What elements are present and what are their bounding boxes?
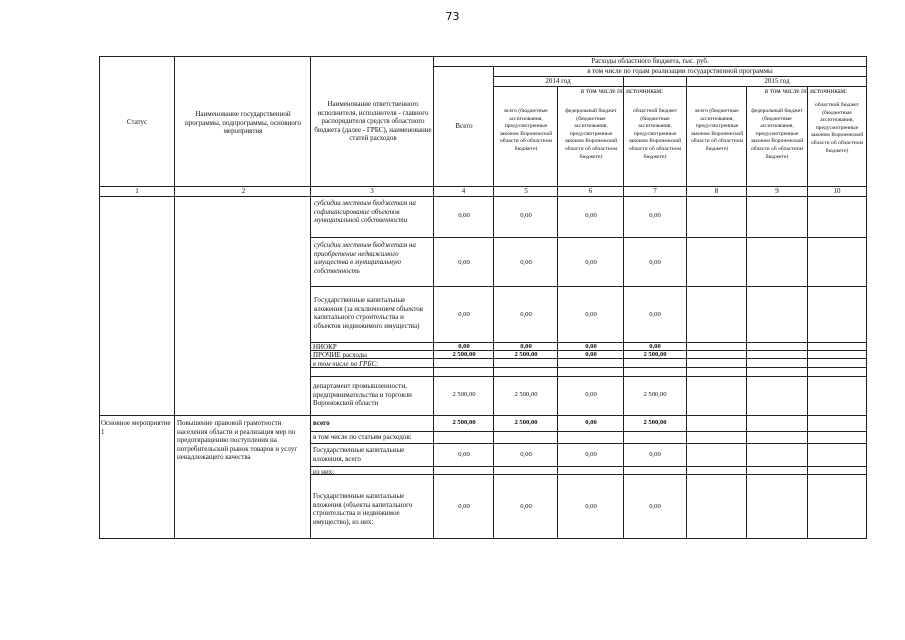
rule [99, 196, 867, 197]
rule [99, 56, 433, 57]
cell-2014-regional: 0,00 [649, 343, 661, 350]
rule [686, 76, 687, 539]
header-by-sources-2015: в том числе по источникам: [764, 87, 848, 95]
row-label: в том числе по ГРБС: [313, 360, 379, 368]
row-label: всего [313, 419, 330, 427]
cell-total: 2 500,00 [452, 391, 476, 398]
rule [807, 86, 808, 539]
cell-2014-federal: 0,00 [585, 451, 597, 458]
rule [310, 466, 867, 467]
row-label: Государственные капитальные вложения (за исключением объектов капитального строительства и объектов недвижимого имущества) [314, 296, 424, 330]
cell-2014-regional: 2 500,00 [643, 391, 667, 398]
header-col5: всего (бюджетные ассигнования, предусмотренные законом Воронежской области об областном бюджете) [499, 108, 553, 152]
col-number: 9 [775, 187, 779, 195]
cell-2014-total: 0,00 [520, 451, 532, 458]
header-expenses-title: Расходы областного бюджета, тыс. руб. [591, 57, 709, 65]
row-label: субсидии местным бюджетам на приобретение недвижимого имущества в муниципальную собственность [314, 241, 416, 275]
cell-2014-total: 0,00 [520, 259, 532, 266]
rule [99, 538, 867, 539]
rule [310, 431, 867, 432]
row-label: из них: [313, 468, 335, 476]
cell-2014-total: 2 500,00 [514, 419, 538, 426]
header-col8: всего (бюджетные ассигнования, предусмотренные законом Воронежской области об областном бюджете) [690, 108, 744, 152]
rule [99, 415, 867, 416]
cell-total: 0,00 [458, 503, 470, 510]
row-label: субсидии местным бюджетам на софинансирование объектов муниципальной собственности [314, 199, 416, 225]
cell-2014-regional: 0,00 [649, 212, 661, 219]
cell-2014-federal: 0,00 [585, 343, 597, 350]
col-number: 8 [714, 187, 719, 195]
row-label: Государственные капитальные вложения, всего [313, 446, 405, 463]
measure-status: Основное мероприятие 1 [101, 419, 171, 436]
cell-2014-federal: 0,00 [585, 259, 597, 266]
cell-total: 0,00 [458, 311, 470, 318]
cell-2014-total: 0,00 [520, 212, 532, 219]
header-program-name: Наименование государственной программы, подпрограммы, основного мероприятия [185, 110, 301, 136]
rule [310, 443, 867, 444]
cell-2014-federal: 0,00 [585, 212, 597, 219]
rule [493, 66, 494, 539]
cell-total: 0,00 [458, 451, 470, 458]
cell-2014-regional: 0,00 [649, 451, 661, 458]
rule [433, 56, 434, 539]
header-total: Всего [455, 122, 473, 130]
col-number: 6 [588, 187, 593, 195]
header-col9: федеральный бюджет (бюджетные ассигнования, предусмотренные законом Воронежской области об областном бюджете) [750, 108, 804, 160]
cell-2014-federal: 0,00 [585, 391, 597, 398]
header-year-2014: 2014 год [545, 77, 571, 85]
rule [623, 76, 624, 539]
cell-2014-regional: 2 500,00 [643, 351, 667, 358]
cell-total: 0,00 [458, 212, 470, 219]
rule [310, 376, 867, 377]
rule [174, 56, 175, 539]
header-status: Статус [126, 118, 148, 126]
header-by-years: в том числе по годам реализации государственной программы [587, 67, 773, 75]
header-executor: Наименование ответственного исполнителя, исполнителя - главного распорядителя средств областного бюджета (далее - ГРБС), наименование статей расходов [314, 100, 432, 143]
col-number: 5 [524, 187, 528, 195]
rule [866, 56, 867, 539]
col-number: 7 [653, 187, 657, 195]
header-col6: федеральный бюджет (бюджетные ассигнования, предусмотренные законом Воронежской области об областном бюджете) [564, 108, 618, 160]
cell-2014-regional: 0,00 [649, 259, 661, 266]
page-number: 73 [445, 10, 460, 23]
cell-total: 0,00 [458, 259, 470, 266]
rule [310, 56, 311, 539]
col-number: 3 [370, 187, 374, 195]
cell-2014-regional: 0,00 [649, 503, 661, 510]
measure-name: Повышение правовой грамотности населения области и реализация мер по предотвращению поступления на потребительский рынок товаров и услуг ненадлежащего качества [177, 419, 298, 462]
cell-total: 2 500,00 [452, 351, 476, 358]
row-label: НИОКР [313, 343, 337, 351]
cell-2014-total: 0,00 [520, 503, 532, 510]
header-col10: областной бюджет (бюджетные ассигнования, предусмотренные законом Воронежской области об областном бюджете) [810, 102, 864, 154]
cell-2014-total: 0,00 [520, 343, 532, 350]
col-number: 2 [241, 187, 246, 195]
cell-2014-total: 2 500,00 [514, 351, 538, 358]
header-year-2015: 2015 год [764, 77, 790, 85]
rule [310, 286, 867, 287]
cell-total: 0,00 [458, 343, 470, 350]
col-number: 1 [135, 187, 139, 195]
row-label: департамент промышленности, предпринимательства и торговли Воронежской области [313, 382, 412, 408]
rule [557, 86, 558, 539]
cell-2014-regional: 0,00 [649, 311, 661, 318]
row-label: ПРОЧИЕ расходы [313, 351, 367, 359]
rule [746, 86, 747, 539]
row-label: Государственные капитальные вложения (объекты капитального строительства и недвижимое имущество), из них: [313, 492, 413, 526]
row-label: в том числе по статьям расходов: [313, 433, 412, 441]
cell-2014-total: 2 500,00 [514, 391, 538, 398]
rule [99, 56, 100, 539]
cell-2014-federal: 0,00 [585, 351, 597, 358]
col-number: 10 [833, 187, 841, 195]
cell-total: 2 500,00 [452, 419, 476, 426]
cell-2014-federal: 0,00 [585, 311, 597, 318]
header-by-sources-2014: в том числе по источникам: [580, 87, 664, 95]
cell-2014-regional: 2 500,00 [643, 419, 667, 426]
cell-2014-federal: 0,00 [585, 419, 597, 426]
col-number: 4 [461, 187, 466, 195]
cell-2014-federal: 0,00 [585, 503, 597, 510]
cell-2014-total: 0,00 [520, 311, 532, 318]
rule [310, 237, 867, 238]
header-col7: областной бюджет (бюджетные ассигнования, предусмотренные законом Воронежской области об областном бюджете) [628, 108, 682, 160]
